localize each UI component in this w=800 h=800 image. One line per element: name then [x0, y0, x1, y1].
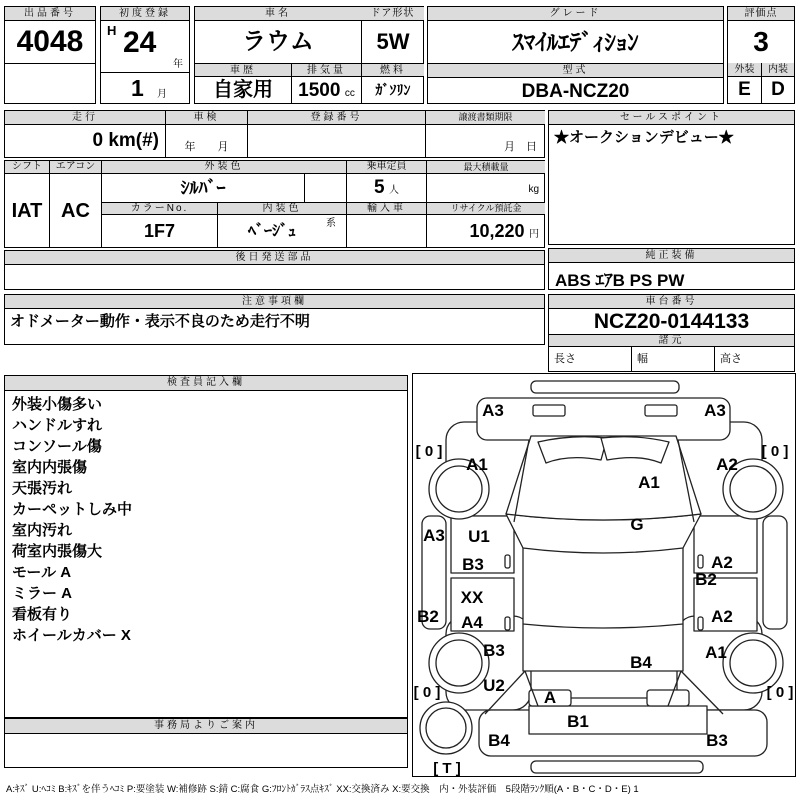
later-parts-box [4, 250, 545, 290]
auction-no-label: 出品番号 [5, 7, 95, 21]
spare-tire [426, 708, 466, 748]
door-shape-label: ドア形状 [361, 7, 424, 21]
sales-point-box [548, 110, 795, 245]
diagram-label: [ T ] [433, 760, 461, 776]
car-outline [420, 381, 787, 773]
equipment-value: ABS ｴｱB PS PW [555, 271, 685, 290]
caution-box [4, 294, 545, 345]
door-handle [505, 555, 510, 568]
inspector-notes [5, 391, 407, 649]
diagram-label: A3 [482, 401, 504, 420]
ext-color-value: ｼﾙﾊﾞｰ [101, 174, 304, 202]
rear-lower-strip [531, 761, 703, 773]
inspector-note: コンソール傷 [12, 438, 102, 455]
width-label: 幅 [631, 347, 714, 371]
spec-grid-box [4, 160, 545, 248]
car-name-label: 車名 [195, 7, 361, 21]
rear-left-wheel [436, 640, 482, 686]
diagram-label: A3 [423, 526, 445, 545]
transfer-cell [425, 111, 545, 157]
diagram-label: [ 0 ] [413, 684, 441, 701]
diagram-label: A [543, 688, 557, 707]
inspection-value: 年 月 [184, 141, 229, 153]
int-color-label: 内装色 [217, 202, 346, 215]
diagram-label: B3 [706, 731, 728, 750]
diagram-label: XX [460, 588, 484, 607]
diagram-label: G [630, 515, 644, 534]
diagram-label: [ 0 ] [766, 684, 794, 701]
displacement-cell [291, 77, 361, 104]
max-load-unit: kg [528, 184, 539, 195]
color-no-value: 1F7 [101, 215, 217, 248]
rear-right-wheel [730, 640, 776, 686]
sales-point-value: ★オークションデビュー★ [554, 129, 734, 146]
diagram-label: B4 [630, 653, 652, 672]
inspector-note: 室内汚れ [12, 522, 73, 539]
first-reg-year-cell [101, 21, 189, 73]
shift-value: IAT [11, 200, 43, 222]
max-load-label: 最大積載量 [426, 161, 545, 174]
sales-point-label: セールスポイント [549, 111, 794, 125]
diagram-label: B2 [417, 607, 439, 626]
capacity-unit: 人 [389, 185, 400, 196]
recycle-label: リサイクル預託金 [426, 202, 545, 215]
door-handle [698, 617, 703, 630]
diagram-label: B3 [462, 555, 484, 574]
model-code-value: DBA-NCZ20 [521, 81, 630, 102]
diagram-label: [ 0 ] [761, 443, 789, 460]
diagram-label: B3 [483, 641, 505, 660]
mileage-value: 0 km(#) [92, 130, 159, 151]
tailgate [529, 706, 707, 734]
door-handle [698, 555, 703, 568]
exterior-label: 外装 [728, 63, 761, 77]
diagram-label: U2 [483, 676, 505, 695]
mileage-cell [5, 111, 165, 157]
diagram-label: A1 [466, 455, 488, 474]
first-reg-month: 1 [131, 75, 144, 101]
reg-no-label: 登録番号 [248, 111, 425, 125]
transfer-value: 月 日 [504, 141, 537, 153]
first-reg-month-unit: 月 [157, 89, 167, 100]
aircon-label: エアコン [49, 161, 101, 174]
caution-label: 注意事項欄 [5, 295, 544, 309]
first-reg-year-unit: 年 [173, 59, 183, 70]
first-reg-label: 初度登録 [101, 7, 189, 21]
max-load-cell [426, 174, 545, 202]
int-color-suffix: 系 [326, 218, 336, 229]
interior-value: D [761, 77, 794, 103]
diagram-label: B1 [567, 712, 589, 731]
diagram-label: [ 0 ] [415, 443, 443, 460]
ext-color-empty [304, 174, 346, 202]
inspector-note: カーペットしみ中 [12, 501, 133, 518]
office-box [4, 718, 408, 768]
equipment-label: 純正装備 [549, 249, 794, 263]
first-reg-box [100, 6, 190, 104]
auction-no-box [4, 6, 96, 104]
door-shape-value: 5W [361, 21, 424, 63]
first-reg-era: H [107, 23, 117, 38]
mileage-row-box [4, 110, 545, 158]
front-right-light [645, 405, 677, 416]
inspector-note: 室内内張傷 [12, 459, 88, 476]
history-value: 自家用 [213, 79, 273, 101]
diagram-label: A2 [711, 553, 733, 572]
inspector-note: 天張汚れ [12, 480, 73, 497]
diagram-label: B4 [488, 731, 510, 750]
right-taillight [647, 690, 689, 706]
inspection-cell [165, 111, 247, 157]
capacity-label: 乗車定員 [346, 161, 426, 174]
model-code-label: 型式 [428, 64, 723, 78]
capacity-cell [346, 174, 426, 202]
inspector-note: 荷室内張傷大 [12, 543, 103, 560]
front-left-light [533, 405, 565, 416]
equipment-box [548, 248, 795, 290]
inspector-note: ミラー A [12, 585, 73, 602]
car-name-value: ラウム [242, 28, 314, 55]
inspector-box [4, 375, 408, 718]
displacement-value: 1500 [298, 80, 341, 101]
aircon-value: AC [49, 174, 101, 248]
auction-no-value: 4048 [5, 21, 95, 64]
shift-label: シフト [5, 161, 49, 174]
dimensions-label: 諸元 [549, 334, 794, 347]
score-box [727, 6, 795, 104]
car-diagram-svg [413, 374, 795, 776]
diagram-label: A1 [638, 473, 660, 492]
reg-no-cell [247, 111, 425, 157]
height-label: 高さ [714, 347, 794, 371]
diagram-label: A2 [716, 455, 738, 474]
first-reg-month-cell [101, 73, 189, 104]
grade-box [427, 6, 724, 104]
length-label: 長さ [554, 353, 576, 365]
right-sill [763, 516, 787, 629]
ext-color-label: 外装色 [101, 161, 346, 174]
fuel-label: 燃料 [361, 63, 424, 77]
int-color-cell [217, 215, 346, 248]
cabin [523, 546, 683, 671]
capacity-value: 5 [373, 177, 385, 198]
displacement-unit: cc [344, 88, 355, 99]
office-label: 事務局よりご案内 [5, 719, 407, 734]
chassis-label: 車台番号 [549, 295, 794, 309]
transfer-label: 譲渡書類期限 [426, 111, 545, 125]
score-value: 3 [728, 21, 794, 64]
interior-label: 内装 [761, 63, 794, 77]
color-no-label: カラーNo. [101, 202, 217, 215]
inspector-label: 検査員記入欄 [5, 376, 407, 391]
diagram-label: U1 [468, 527, 490, 546]
exterior-value: E [738, 79, 751, 100]
import-car-label: 輸入車 [346, 202, 426, 215]
grade-value: ｽﾏｲﾙｴﾃﾞｨｼｮﾝ [428, 21, 723, 64]
diagram-label: A1 [705, 643, 727, 662]
mileage-label: 走行 [5, 111, 165, 125]
int-color-value: ﾍﾞｰｼﾞｭ [248, 223, 297, 240]
inspector-note: ホイールカバー X [12, 627, 131, 644]
door-handle [505, 617, 510, 630]
chassis-value: NCZ20-0144133 [593, 310, 750, 333]
inspector-note: モール A [12, 564, 72, 581]
legend-text: A:ｷｽﾞ U:ﾍｺﾐ B:ｷｽﾞを伴うﾍｺﾐ P:要塗装 W:補修跡 S:錆 C:腐食 G:ﾌﾛﾝﾄｶﾞﾗｽ点ｷｽﾞ XX:交換済み X:要交換 内・外装評価 5段階ﾗﾝｸ順(A・B・C・D・E) 1 [6, 784, 639, 795]
inspector-note: 外装小傷多い [12, 396, 103, 413]
inspection-label: 車検 [166, 111, 247, 125]
inspector-note: 看板有り [12, 606, 73, 623]
car-name-box [194, 6, 424, 104]
diagram-label: A4 [461, 613, 483, 632]
fuel-value: ｶﾞｿﾘﾝ [361, 77, 424, 104]
chassis-box [548, 294, 795, 372]
diagram-label: A3 [704, 401, 726, 420]
front-bumper [477, 398, 730, 440]
diagram-label: A2 [711, 607, 733, 626]
diagram-label: B2 [695, 570, 717, 589]
caution-value: オドメーター動作・表示不良のため走行不明 [10, 313, 310, 330]
front-upper-strip [531, 381, 679, 393]
recycle-unit: 円 [529, 229, 539, 240]
car-diagram-box [412, 373, 796, 777]
recycle-value: 10,220 [469, 221, 525, 241]
displacement-label: 排気量 [291, 63, 361, 77]
inspector-note: ハンドルすれ [12, 417, 103, 434]
grade-label: グレード [428, 7, 723, 21]
score-label: 評価点 [728, 7, 794, 21]
later-parts-label: 後日発送部品 [5, 251, 544, 265]
first-reg-year: 24 [123, 26, 157, 59]
import-car-value [346, 215, 426, 248]
recycle-cell [426, 215, 545, 248]
history-label: 車歴 [195, 63, 291, 77]
